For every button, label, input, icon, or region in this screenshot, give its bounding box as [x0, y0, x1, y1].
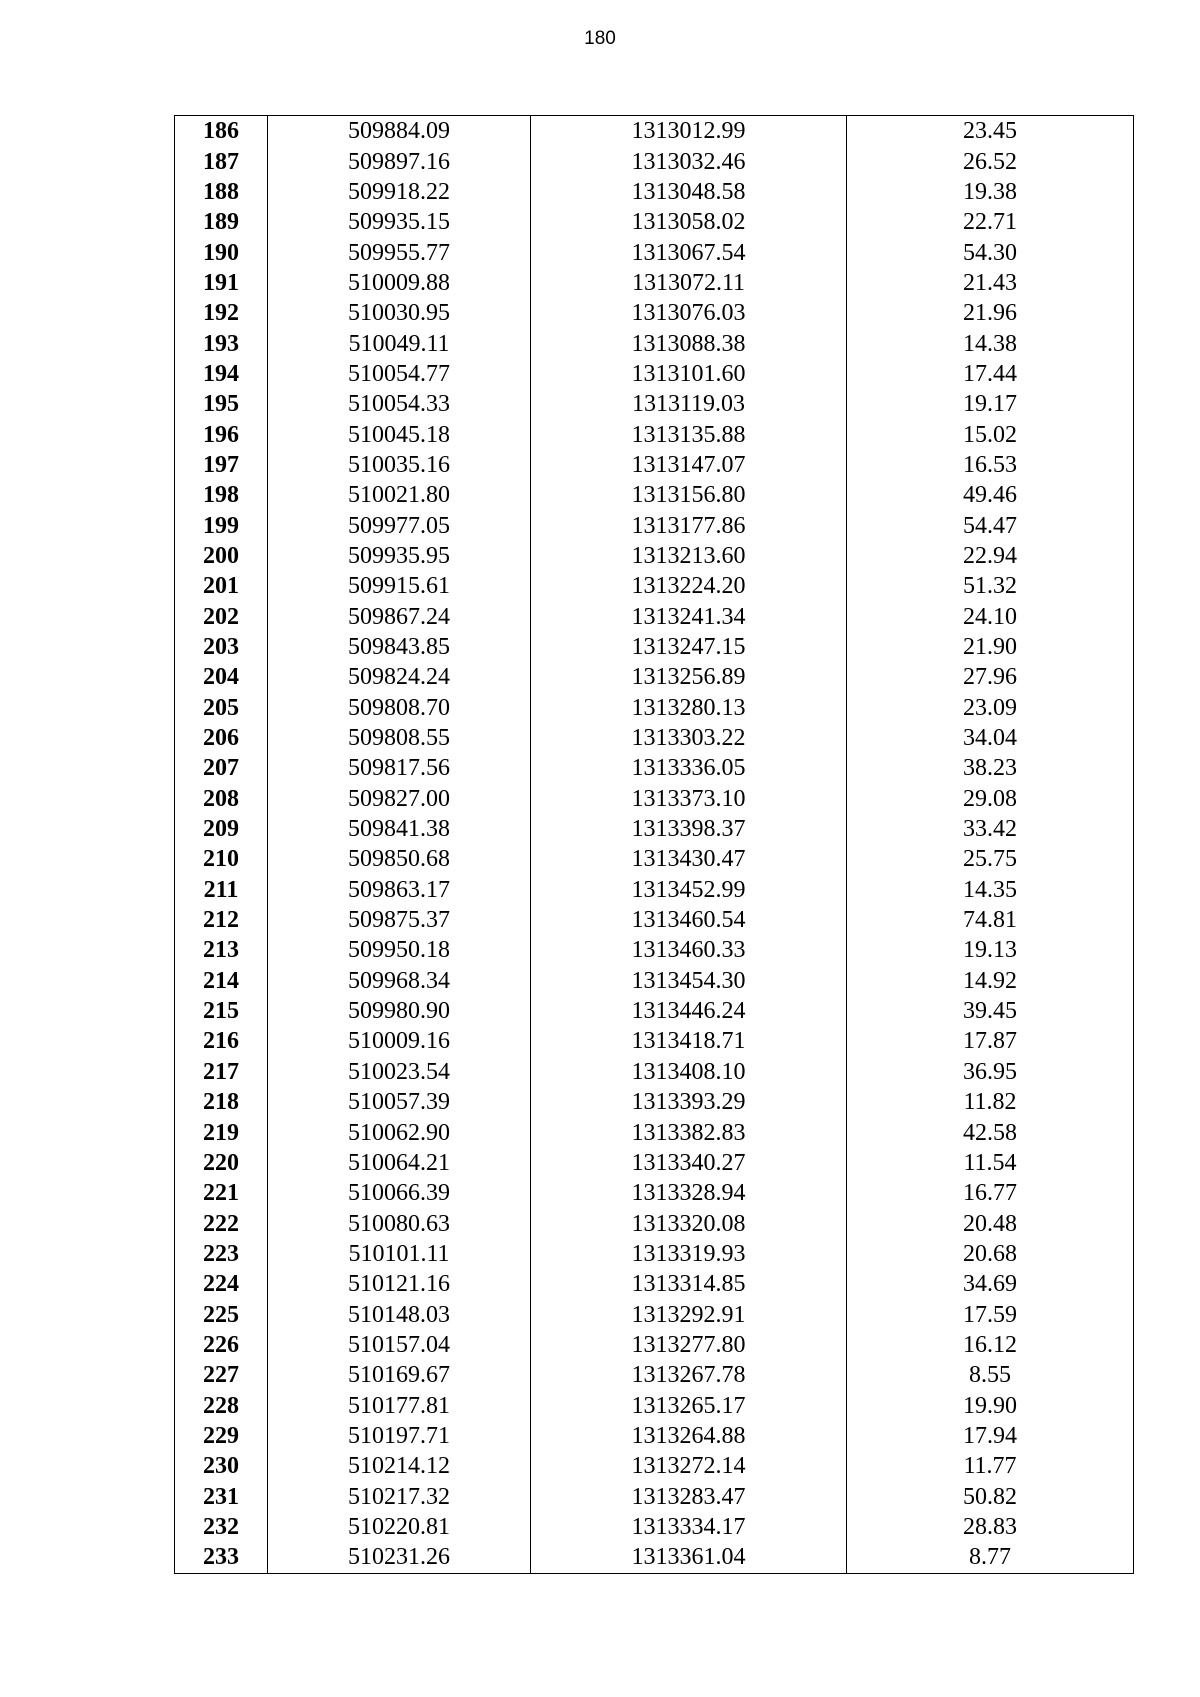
- point-number-cell: 188: [175, 177, 268, 207]
- y-coordinate-cell: 1313292.91: [531, 1299, 847, 1329]
- table-row: [175, 693, 1134, 723]
- length-cell: 16.53: [847, 450, 1134, 480]
- y-coordinate-cell: 1313119.03: [531, 389, 847, 419]
- x-coordinate-cell: 509808.55: [268, 723, 531, 753]
- point-number-cell: 203: [175, 632, 268, 662]
- length-cell: 19.38: [847, 177, 1134, 207]
- x-coordinate-cell: 510148.03: [268, 1299, 531, 1329]
- x-coordinate-cell: 510197.71: [268, 1421, 531, 1451]
- length-cell: 8.77: [847, 1542, 1134, 1573]
- x-coordinate-cell: 509841.38: [268, 814, 531, 844]
- length-cell: 8.55: [847, 1360, 1134, 1390]
- length-cell: 26.52: [847, 146, 1134, 176]
- y-coordinate-cell: 1313272.14: [531, 1451, 847, 1481]
- point-number-cell: 229: [175, 1421, 268, 1451]
- length-cell: 16.12: [847, 1330, 1134, 1360]
- table-row: [175, 1542, 1134, 1573]
- x-coordinate-cell: 509897.16: [268, 146, 531, 176]
- y-coordinate-cell: 1313283.47: [531, 1481, 847, 1511]
- point-number-cell: 223: [175, 1239, 268, 1269]
- y-coordinate-cell: 1313408.10: [531, 1057, 847, 1087]
- y-coordinate-cell: 1313382.83: [531, 1117, 847, 1147]
- y-coordinate-cell: 1313135.88: [531, 419, 847, 449]
- table-row: [175, 419, 1134, 449]
- table-row: [175, 1026, 1134, 1056]
- y-coordinate-cell: 1313088.38: [531, 328, 847, 358]
- length-cell: 19.90: [847, 1390, 1134, 1420]
- point-number-cell: 212: [175, 905, 268, 935]
- y-coordinate-cell: 1313460.33: [531, 935, 847, 965]
- table-row: [175, 1239, 1134, 1269]
- y-coordinate-cell: 1313319.93: [531, 1239, 847, 1269]
- length-cell: 11.77: [847, 1451, 1134, 1481]
- y-coordinate-cell: 1313247.15: [531, 632, 847, 662]
- table-row: [175, 784, 1134, 814]
- table-row: [175, 450, 1134, 480]
- x-coordinate-cell: 510021.80: [268, 480, 531, 510]
- table-row: [175, 1208, 1134, 1238]
- point-number-cell: 191: [175, 268, 268, 298]
- x-coordinate-cell: 510057.39: [268, 1087, 531, 1117]
- y-coordinate-cell: 1313280.13: [531, 693, 847, 723]
- point-number-cell: 217: [175, 1057, 268, 1087]
- y-coordinate-cell: 1313460.54: [531, 905, 847, 935]
- coordinates-table-body: [175, 116, 1134, 1574]
- point-number-cell: 219: [175, 1117, 268, 1147]
- y-coordinate-cell: 1313430.47: [531, 844, 847, 874]
- length-cell: 49.46: [847, 480, 1134, 510]
- table-row: [175, 602, 1134, 632]
- y-coordinate-cell: 1313418.71: [531, 1026, 847, 1056]
- point-number-cell: 199: [175, 510, 268, 540]
- point-number-cell: 210: [175, 844, 268, 874]
- point-number-cell: 197: [175, 450, 268, 480]
- point-number-cell: 201: [175, 571, 268, 601]
- x-coordinate-cell: 510062.90: [268, 1117, 531, 1147]
- length-cell: 19.17: [847, 389, 1134, 419]
- y-coordinate-cell: 1313032.46: [531, 146, 847, 176]
- length-cell: 28.83: [847, 1512, 1134, 1542]
- table-row: [175, 146, 1134, 176]
- y-coordinate-cell: 1313267.78: [531, 1360, 847, 1390]
- y-coordinate-cell: 1313398.37: [531, 814, 847, 844]
- y-coordinate-cell: 1313373.10: [531, 784, 847, 814]
- table-row: [175, 268, 1134, 298]
- point-number-cell: 213: [175, 935, 268, 965]
- y-coordinate-cell: 1313076.03: [531, 298, 847, 328]
- length-cell: 54.30: [847, 237, 1134, 267]
- x-coordinate-cell: 509955.77: [268, 237, 531, 267]
- point-number-cell: 233: [175, 1542, 268, 1573]
- y-coordinate-cell: 1313048.58: [531, 177, 847, 207]
- table-row: [175, 1299, 1134, 1329]
- length-cell: 51.32: [847, 571, 1134, 601]
- length-cell: 14.38: [847, 328, 1134, 358]
- point-number-cell: 221: [175, 1178, 268, 1208]
- point-number-cell: 189: [175, 207, 268, 237]
- point-number-cell: 227: [175, 1360, 268, 1390]
- y-coordinate-cell: 1313264.88: [531, 1421, 847, 1451]
- length-cell: 22.94: [847, 541, 1134, 571]
- point-number-cell: 192: [175, 298, 268, 328]
- y-coordinate-cell: 1313393.29: [531, 1087, 847, 1117]
- length-cell: 17.87: [847, 1026, 1134, 1056]
- table-row: [175, 1117, 1134, 1147]
- table-row: [175, 1087, 1134, 1117]
- y-coordinate-cell: 1313340.27: [531, 1148, 847, 1178]
- point-number-cell: 226: [175, 1330, 268, 1360]
- table-row: [175, 510, 1134, 540]
- y-coordinate-cell: 1313334.17: [531, 1512, 847, 1542]
- table-row: [175, 996, 1134, 1026]
- point-number-cell: 218: [175, 1087, 268, 1117]
- y-coordinate-cell: 1313156.80: [531, 480, 847, 510]
- table-row: [175, 116, 1134, 147]
- point-number-cell: 186: [175, 116, 268, 147]
- x-coordinate-cell: 510066.39: [268, 1178, 531, 1208]
- x-coordinate-cell: 510009.88: [268, 268, 531, 298]
- point-number-cell: 187: [175, 146, 268, 176]
- point-number-cell: 216: [175, 1026, 268, 1056]
- x-coordinate-cell: 510169.67: [268, 1360, 531, 1390]
- table-row: [175, 966, 1134, 996]
- length-cell: 36.95: [847, 1057, 1134, 1087]
- table-row: [175, 1512, 1134, 1542]
- x-coordinate-cell: 509915.61: [268, 571, 531, 601]
- x-coordinate-cell: 510214.12: [268, 1451, 531, 1481]
- table-row: [175, 1178, 1134, 1208]
- y-coordinate-cell: 1313241.34: [531, 602, 847, 632]
- length-cell: 39.45: [847, 996, 1134, 1026]
- length-cell: 22.71: [847, 207, 1134, 237]
- length-cell: 34.69: [847, 1269, 1134, 1299]
- point-number-cell: 207: [175, 753, 268, 783]
- x-coordinate-cell: 510217.32: [268, 1481, 531, 1511]
- x-coordinate-cell: 509867.24: [268, 602, 531, 632]
- length-cell: 21.90: [847, 632, 1134, 662]
- table-row: [175, 571, 1134, 601]
- x-coordinate-cell: 509817.56: [268, 753, 531, 783]
- point-number-cell: 200: [175, 541, 268, 571]
- y-coordinate-cell: 1313213.60: [531, 541, 847, 571]
- x-coordinate-cell: 509980.90: [268, 996, 531, 1026]
- length-cell: 21.43: [847, 268, 1134, 298]
- y-coordinate-cell: 1313177.86: [531, 510, 847, 540]
- x-coordinate-cell: 510101.11: [268, 1239, 531, 1269]
- point-number-cell: 202: [175, 602, 268, 632]
- length-cell: 11.82: [847, 1087, 1134, 1117]
- y-coordinate-cell: 1313265.17: [531, 1390, 847, 1420]
- x-coordinate-cell: 509808.70: [268, 693, 531, 723]
- y-coordinate-cell: 1313147.07: [531, 450, 847, 480]
- table-row: [175, 905, 1134, 935]
- point-number-cell: 214: [175, 966, 268, 996]
- length-cell: 29.08: [847, 784, 1134, 814]
- point-number-cell: 231: [175, 1481, 268, 1511]
- length-cell: 16.77: [847, 1178, 1134, 1208]
- x-coordinate-cell: 510177.81: [268, 1390, 531, 1420]
- x-coordinate-cell: 509824.24: [268, 662, 531, 692]
- table-row: [175, 753, 1134, 783]
- x-coordinate-cell: 509863.17: [268, 875, 531, 905]
- y-coordinate-cell: 1313328.94: [531, 1178, 847, 1208]
- x-coordinate-cell: 509918.22: [268, 177, 531, 207]
- point-number-cell: 193: [175, 328, 268, 358]
- table-row: [175, 1390, 1134, 1420]
- point-number-cell: 215: [175, 996, 268, 1026]
- point-number-cell: 204: [175, 662, 268, 692]
- length-cell: 54.47: [847, 510, 1134, 540]
- length-cell: 33.42: [847, 814, 1134, 844]
- x-coordinate-cell: 510023.54: [268, 1057, 531, 1087]
- point-number-cell: 190: [175, 237, 268, 267]
- table-row: [175, 328, 1134, 358]
- y-coordinate-cell: 1313446.24: [531, 996, 847, 1026]
- point-number-cell: 205: [175, 693, 268, 723]
- point-number-cell: 198: [175, 480, 268, 510]
- y-coordinate-cell: 1313361.04: [531, 1542, 847, 1573]
- y-coordinate-cell: 1313012.99: [531, 116, 847, 147]
- table-row: [175, 1269, 1134, 1299]
- table-row: [175, 1057, 1134, 1087]
- x-coordinate-cell: 510064.21: [268, 1148, 531, 1178]
- y-coordinate-cell: 1313303.22: [531, 723, 847, 753]
- point-number-cell: 220: [175, 1148, 268, 1178]
- length-cell: 19.13: [847, 935, 1134, 965]
- y-coordinate-cell: 1313101.60: [531, 359, 847, 389]
- x-coordinate-cell: 509950.18: [268, 935, 531, 965]
- page-number: 180: [584, 28, 616, 49]
- length-cell: 17.44: [847, 359, 1134, 389]
- table-row: [175, 177, 1134, 207]
- x-coordinate-cell: 510054.33: [268, 389, 531, 419]
- x-coordinate-cell: 509935.15: [268, 207, 531, 237]
- point-number-cell: 230: [175, 1451, 268, 1481]
- length-cell: 14.35: [847, 875, 1134, 905]
- length-cell: 42.58: [847, 1117, 1134, 1147]
- length-cell: 20.68: [847, 1239, 1134, 1269]
- table-row: [175, 541, 1134, 571]
- length-cell: 20.48: [847, 1208, 1134, 1238]
- length-cell: 17.94: [847, 1421, 1134, 1451]
- x-coordinate-cell: 509843.85: [268, 632, 531, 662]
- table-row: [175, 875, 1134, 905]
- table-row: [175, 359, 1134, 389]
- length-cell: 27.96: [847, 662, 1134, 692]
- point-number-cell: 224: [175, 1269, 268, 1299]
- x-coordinate-cell: 509850.68: [268, 844, 531, 874]
- x-coordinate-cell: 510121.16: [268, 1269, 531, 1299]
- length-cell: 14.92: [847, 966, 1134, 996]
- table-row: [175, 298, 1134, 328]
- length-cell: 50.82: [847, 1481, 1134, 1511]
- y-coordinate-cell: 1313224.20: [531, 571, 847, 601]
- table-row: [175, 935, 1134, 965]
- x-coordinate-cell: 510231.26: [268, 1542, 531, 1573]
- x-coordinate-cell: 509884.09: [268, 116, 531, 147]
- point-number-cell: 228: [175, 1390, 268, 1420]
- x-coordinate-cell: 510035.16: [268, 450, 531, 480]
- y-coordinate-cell: 1313058.02: [531, 207, 847, 237]
- table-row: [175, 480, 1134, 510]
- y-coordinate-cell: 1313277.80: [531, 1330, 847, 1360]
- table-row: [175, 632, 1134, 662]
- point-number-cell: 208: [175, 784, 268, 814]
- table-row: [175, 1451, 1134, 1481]
- x-coordinate-cell: 510054.77: [268, 359, 531, 389]
- length-cell: 21.96: [847, 298, 1134, 328]
- length-cell: 25.75: [847, 844, 1134, 874]
- point-number-cell: 209: [175, 814, 268, 844]
- table-row: [175, 389, 1134, 419]
- x-coordinate-cell: 509827.00: [268, 784, 531, 814]
- table-row: [175, 662, 1134, 692]
- table-row: [175, 844, 1134, 874]
- length-cell: 38.23: [847, 753, 1134, 783]
- x-coordinate-cell: 510080.63: [268, 1208, 531, 1238]
- table-row: [175, 1148, 1134, 1178]
- y-coordinate-cell: 1313314.85: [531, 1269, 847, 1299]
- y-coordinate-cell: 1313320.08: [531, 1208, 847, 1238]
- x-coordinate-cell: 510045.18: [268, 419, 531, 449]
- x-coordinate-cell: 509968.34: [268, 966, 531, 996]
- point-number-cell: 194: [175, 359, 268, 389]
- point-number-cell: 211: [175, 875, 268, 905]
- point-number-cell: 196: [175, 419, 268, 449]
- point-number-cell: 206: [175, 723, 268, 753]
- x-coordinate-cell: 509875.37: [268, 905, 531, 935]
- table-row: [175, 1421, 1134, 1451]
- table-row: [175, 1481, 1134, 1511]
- table-row: [175, 1330, 1134, 1360]
- x-coordinate-cell: 510009.16: [268, 1026, 531, 1056]
- y-coordinate-cell: 1313336.05: [531, 753, 847, 783]
- point-number-cell: 225: [175, 1299, 268, 1329]
- y-coordinate-cell: 1313454.30: [531, 966, 847, 996]
- point-number-cell: 232: [175, 1512, 268, 1542]
- x-coordinate-cell: 509977.05: [268, 510, 531, 540]
- length-cell: 74.81: [847, 905, 1134, 935]
- x-coordinate-cell: 510030.95: [268, 298, 531, 328]
- x-coordinate-cell: 509935.95: [268, 541, 531, 571]
- table-row: [175, 814, 1134, 844]
- length-cell: 23.45: [847, 116, 1134, 147]
- table-row: [175, 207, 1134, 237]
- x-coordinate-cell: 510157.04: [268, 1330, 531, 1360]
- coordinates-table: [174, 115, 1134, 1574]
- point-number-cell: 195: [175, 389, 268, 419]
- table-row: [175, 1360, 1134, 1390]
- table-row: [175, 237, 1134, 267]
- length-cell: 17.59: [847, 1299, 1134, 1329]
- y-coordinate-cell: 1313452.99: [531, 875, 847, 905]
- length-cell: 23.09: [847, 693, 1134, 723]
- y-coordinate-cell: 1313256.89: [531, 662, 847, 692]
- table-row: [175, 723, 1134, 753]
- length-cell: 15.02: [847, 419, 1134, 449]
- x-coordinate-cell: 510220.81: [268, 1512, 531, 1542]
- point-number-cell: 222: [175, 1208, 268, 1238]
- y-coordinate-cell: 1313072.11: [531, 268, 847, 298]
- length-cell: 24.10: [847, 602, 1134, 632]
- length-cell: 34.04: [847, 723, 1134, 753]
- x-coordinate-cell: 510049.11: [268, 328, 531, 358]
- y-coordinate-cell: 1313067.54: [531, 237, 847, 267]
- length-cell: 11.54: [847, 1148, 1134, 1178]
